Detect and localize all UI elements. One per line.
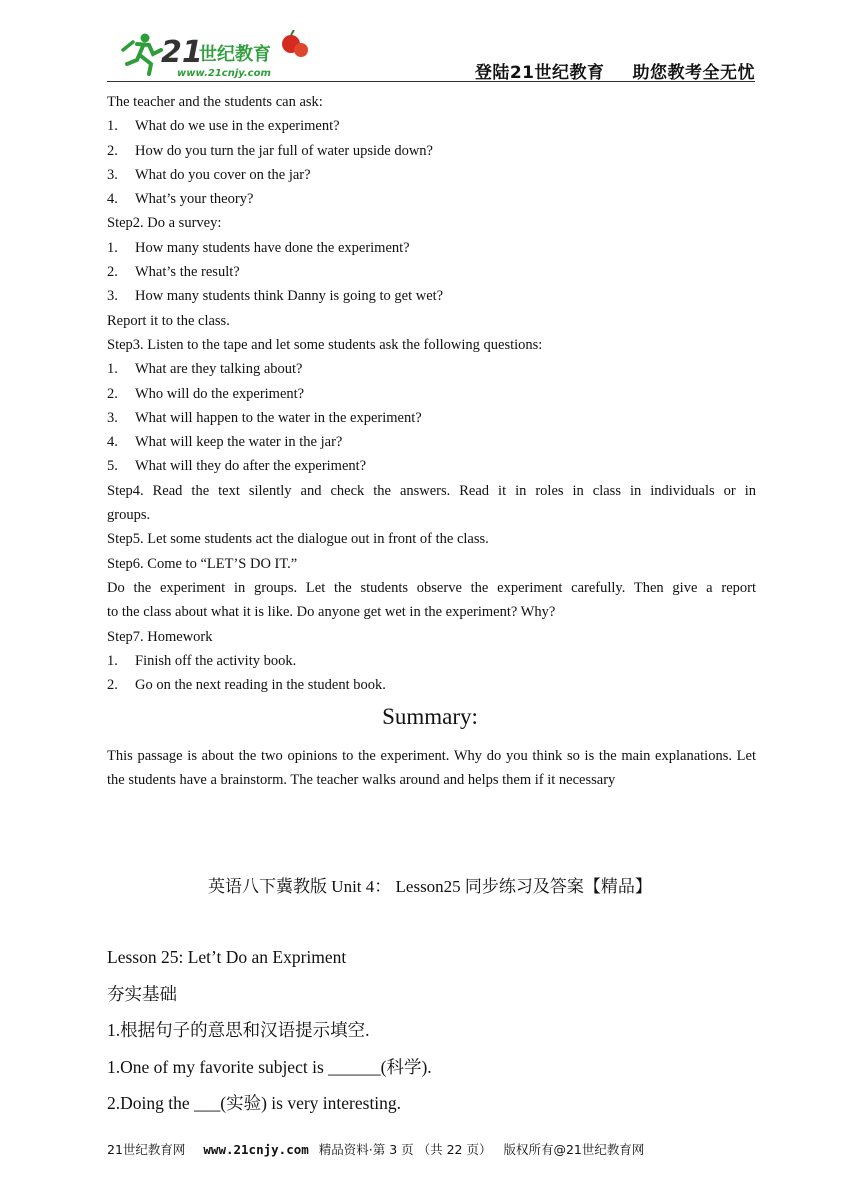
svg-text:21: 21 bbox=[161, 35, 203, 70]
list-item: 3. What will happen to the water in the experiment? bbox=[107, 409, 422, 426]
list-item: 3. What do you cover on the jar? bbox=[107, 166, 311, 183]
list-item: 3. How many students think Danny is going to get wet? bbox=[107, 288, 444, 305]
footer-site-name: 21世纪教育网 bbox=[107, 1142, 186, 1157]
slogan-left: 登陆21世纪教育 bbox=[474, 63, 605, 83]
exercise-line: 2.Doing the ___(实验) is very interesting. bbox=[107, 1093, 402, 1114]
exercise-line: 夯实基础 bbox=[107, 983, 177, 1004]
summary-title: Summary: bbox=[382, 704, 478, 729]
logo-url: www.21cnjy.com bbox=[177, 68, 271, 79]
step-heading: Step7. Homework bbox=[107, 628, 213, 645]
page-footer bbox=[107, 1140, 644, 1158]
list-item: 4. What’s your theory? bbox=[107, 191, 254, 208]
list-item: 5. What will they do after the experiment? bbox=[107, 458, 367, 475]
summary-text: This passage is about the two opinions to the experiment. Why do you think so is the main explanations. Let the students have a brainstorm. The teacher walks around and helps them if it necessary bbox=[107, 748, 756, 789]
header-divider bbox=[107, 81, 755, 82]
list-item: 2. How do you turn the jar full of water upside down? bbox=[107, 142, 433, 159]
list-item: 2. Go on the next reading in the student book. bbox=[107, 677, 386, 694]
exercise-line: 1.根据句子的意思和汉语提示填空. bbox=[107, 1020, 370, 1041]
text-line: to the class about what it is like. Do anyone get wet in the experiment? Why? bbox=[107, 604, 556, 621]
footer-page-info: 精品资料·第 3 页 （共 22 页） bbox=[318, 1142, 492, 1157]
list-item: 1. What do we use in the experiment? bbox=[107, 118, 340, 135]
exercise-section bbox=[107, 943, 756, 1126]
step-heading: Step4. Read the text silently and check the answers. Read it in roles in class in individuals or in bbox=[107, 482, 756, 499]
text-line: Report it to the class. bbox=[107, 312, 230, 329]
step-heading: Step5. Let some students act the dialogue out in front of the class. bbox=[107, 531, 489, 548]
slogan-right: 助您教考全无忧 bbox=[632, 63, 755, 83]
21cnjy-logo bbox=[115, 30, 315, 80]
list-item: 1. Finish off the activity book. bbox=[107, 652, 297, 669]
step-heading: Step3. Listen to the tape and let some students ask the following questions: bbox=[107, 336, 543, 353]
step-heading: Step6. Come to “LET’S DO IT.” bbox=[107, 555, 298, 572]
list-item: 1. How many students have done the experiment? bbox=[107, 239, 410, 256]
exercise-line: 1.One of my favorite subject is ______(科学). bbox=[107, 1056, 432, 1077]
exercise-heading: 英语八下冀教版 Unit 4： Lesson25 同步练习及答案【精品】 bbox=[208, 877, 652, 896]
header-slogan bbox=[475, 58, 755, 83]
list-item: 2. What’s the result? bbox=[107, 264, 240, 281]
text-line: Do the experiment in groups. Let the students observe the experiment carefully. Then give a report bbox=[107, 579, 756, 596]
text-line: groups. bbox=[107, 507, 151, 524]
list-item: 4. What will keep the water in the jar? bbox=[107, 434, 343, 451]
logo-text: 世纪教育 bbox=[199, 44, 271, 65]
exercise-line: Lesson 25: Let’t Do an Expriment bbox=[107, 947, 347, 967]
lesson-steps bbox=[107, 90, 756, 697]
list-item: 2. Who will do the experiment? bbox=[107, 385, 305, 402]
footer-copyright: 版权所有@21世纪教育网 bbox=[503, 1142, 645, 1157]
intro-line: The teacher and the students can ask: bbox=[107, 94, 323, 110]
page-header bbox=[107, 30, 755, 82]
step-heading: Step2. Do a survey: bbox=[107, 215, 222, 232]
list-item: 1. What are they talking about? bbox=[107, 361, 303, 378]
footer-url[interactable]: www.21cnjy.com bbox=[203, 1142, 309, 1157]
